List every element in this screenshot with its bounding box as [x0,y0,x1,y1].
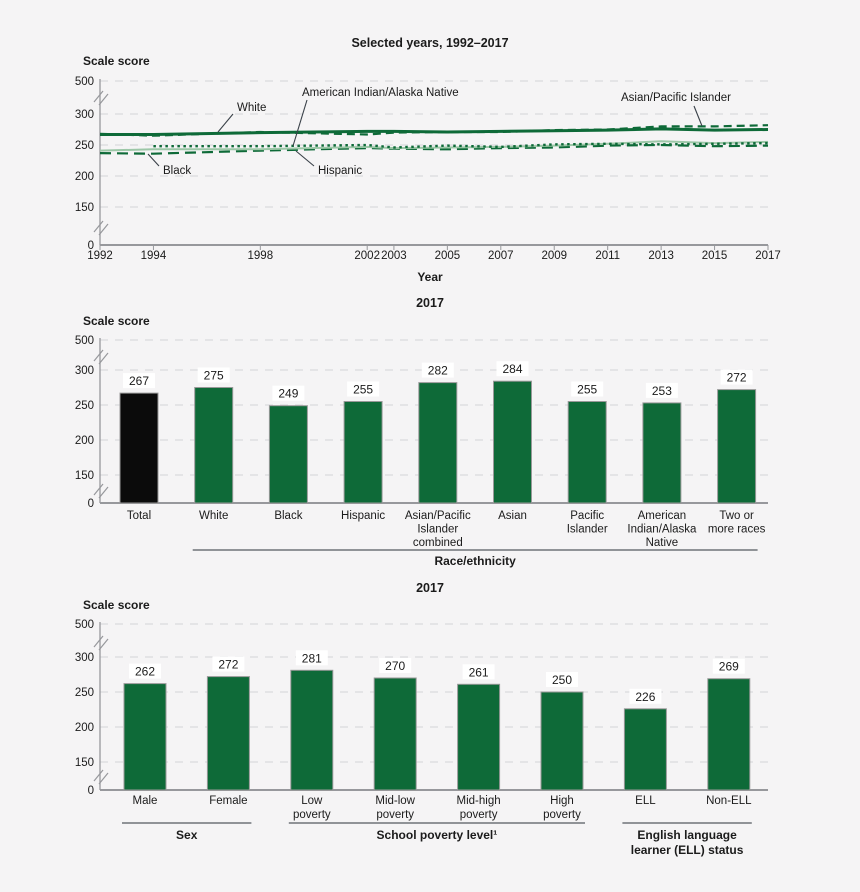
bar-hispanic [344,402,382,504]
category-label-male: Male [132,795,158,807]
x-tick-label: 2003 [381,250,407,262]
line-chart-title: Selected years, 1992–2017 [351,36,509,50]
bar-value-label: 267 [128,374,150,389]
series-leader-line [293,100,307,146]
y-tick-label: 250 [74,687,94,699]
series-line-white [100,129,768,135]
bar-asian-pacific-islander-combined [419,383,457,503]
series-leader-line [218,114,233,132]
y-tick-label: 250 [74,140,94,152]
bar-female [207,677,249,790]
bar-value-label: 250 [551,673,573,687]
category-label-mid-high-poverty: poverty [459,809,498,821]
group-label-english-language-learner-(ell)-status: English language [637,828,737,842]
x-tick-label: 2017 [755,250,781,262]
bar-value-label: 281 [301,651,322,666]
line-chart-y-axis-label: Scale score [83,54,150,68]
category-label-white: White [198,510,229,522]
bar-ell [624,709,666,790]
series-label-asian-pacific-islander: Asian/Pacific Islander [621,92,731,104]
bar-value-label: 255 [577,382,598,397]
category-label-american-indian-alaska-native: Native [645,537,679,549]
bar-asian [494,381,532,503]
y-tick-label: 500 [74,335,94,347]
y-tick-label: 0 [87,785,94,797]
category-label-mid-high-poverty: Mid-high [456,795,501,807]
bar-high-poverty [541,692,583,790]
category-label-asian-pacific-islander-combined: Islander [417,523,459,536]
bar-value-label: 226 [635,689,656,704]
bar-low-poverty [291,670,333,790]
x-tick-label: 2007 [488,250,514,262]
x-tick-label: 1998 [247,250,274,262]
bar-value-label: 249 [278,386,299,401]
x-tick-label: 2002 [354,250,380,262]
bar-value-label: 272 [726,370,747,385]
category-label-low-poverty: Low [301,795,323,807]
bar-total [120,393,158,503]
y-tick-label: 200 [74,722,94,734]
bar-two-or-more-races [718,390,756,503]
series-leader-line [296,151,314,166]
series-label-white: White [237,102,267,114]
series-leader-line [694,106,702,126]
y-axis-break [94,221,103,232]
bar-mid-high-poverty [458,684,500,790]
race-bar-chart-y-axis-label: Scale score [83,314,150,328]
group-label-race-ethnicity: Race/ethnicity [434,554,516,568]
bar-black [269,406,307,503]
x-tick-label: 2013 [648,250,674,262]
category-label-mid-low-poverty: Mid-low [375,795,416,807]
bar-mid-low-poverty [374,678,416,790]
y-axis-break [94,91,103,102]
category-label-low-poverty: poverty [292,809,331,821]
x-tick-label: 2005 [434,250,461,262]
category-label-mid-low-poverty: poverty [376,809,415,821]
bar-male [124,684,166,790]
bar-value-label: 269 [718,659,739,674]
x-tick-label: 2009 [541,250,568,262]
bar-value-label: 282 [427,363,448,378]
category-label-ell: ELL [635,795,656,807]
series-leader-line [148,154,159,166]
group-label-sex: Sex [176,828,198,842]
y-tick-label: 200 [74,435,94,447]
x-tick-label: 1992 [87,250,113,262]
category-label-high-poverty: High [550,795,574,807]
demographics-bar-chart-y-axis-label: Scale score [83,598,150,612]
y-tick-label: 300 [74,109,94,121]
y-tick-label: 500 [74,619,94,631]
y-tick-label: 150 [74,757,94,769]
bar-value-label: 275 [203,368,224,383]
bar-value-label: 255 [353,382,374,397]
y-tick-label: 300 [74,365,94,377]
category-label-pacific-islander: Islander [566,523,608,536]
x-tick-label: 1994 [140,250,167,262]
bar-white [195,388,233,504]
bar-value-label: 272 [218,657,239,672]
category-label-two-or-more-races: Two or [719,510,754,522]
series-line-american-indian-alaska-native [153,143,768,147]
y-axis-break [94,350,103,361]
y-tick-label: 0 [87,240,94,252]
y-tick-label: 0 [87,498,94,510]
group-label-english-language-learner-(ell)-status: learner (ELL) status [630,843,744,857]
demographics-bar-chart-title: 2017 [416,581,444,595]
category-label-american-indian-alaska-native: American [637,510,687,522]
category-label-american-indian-alaska-native: Indian/Alaska [627,523,697,536]
y-tick-label: 150 [74,202,94,214]
y-tick-label: 200 [74,171,94,183]
line-chart-x-axis-label: Year [417,270,443,284]
bar-value-label: 253 [651,383,672,398]
series-label-black: Black [163,165,192,177]
category-label-pacific-islander: Pacific [570,510,605,522]
category-label-high-poverty: poverty [543,809,581,821]
x-tick-label: 2015 [701,250,728,262]
y-axis-break [94,770,103,781]
series-label-american-indian-alaska-native: American Indian/Alaska Native [302,87,459,99]
bar-american-indian-alaska-native [643,403,681,503]
bar-value-label: 262 [134,664,156,679]
group-label-school-poverty-level-: School poverty level¹ [376,828,498,842]
series-label-hispanic: Hispanic [318,165,363,177]
category-label-asian-pacific-islander-combined: combined [412,537,463,549]
y-tick-label: 150 [74,470,94,482]
bar-value-label: 270 [385,659,406,673]
bar-pacific-islander [568,402,606,504]
y-tick-label: 300 [74,652,94,664]
x-tick-label: 2011 [595,250,621,262]
category-label-female: Female [209,795,248,807]
category-label-asian-pacific-islander-combined: Asian/Pacific [404,510,471,522]
y-tick-label: 500 [74,76,94,88]
category-label-asian: Asian [498,510,527,522]
bar-value-label: 284 [502,362,523,377]
category-label-non-ell: Non-ELL [706,795,752,807]
race-bar-chart-title: 2017 [416,296,444,310]
category-label-hispanic: Hispanic [341,510,386,522]
category-label-two-or-more-races: more races [707,523,766,536]
bar-non-ell [708,679,750,790]
category-label-total: Total [126,510,152,522]
y-tick-label: 250 [74,400,94,412]
y-axis-break [94,484,103,495]
bar-value-label: 261 [468,665,489,680]
category-label-black: Black [274,510,303,522]
y-axis-break [94,636,103,647]
